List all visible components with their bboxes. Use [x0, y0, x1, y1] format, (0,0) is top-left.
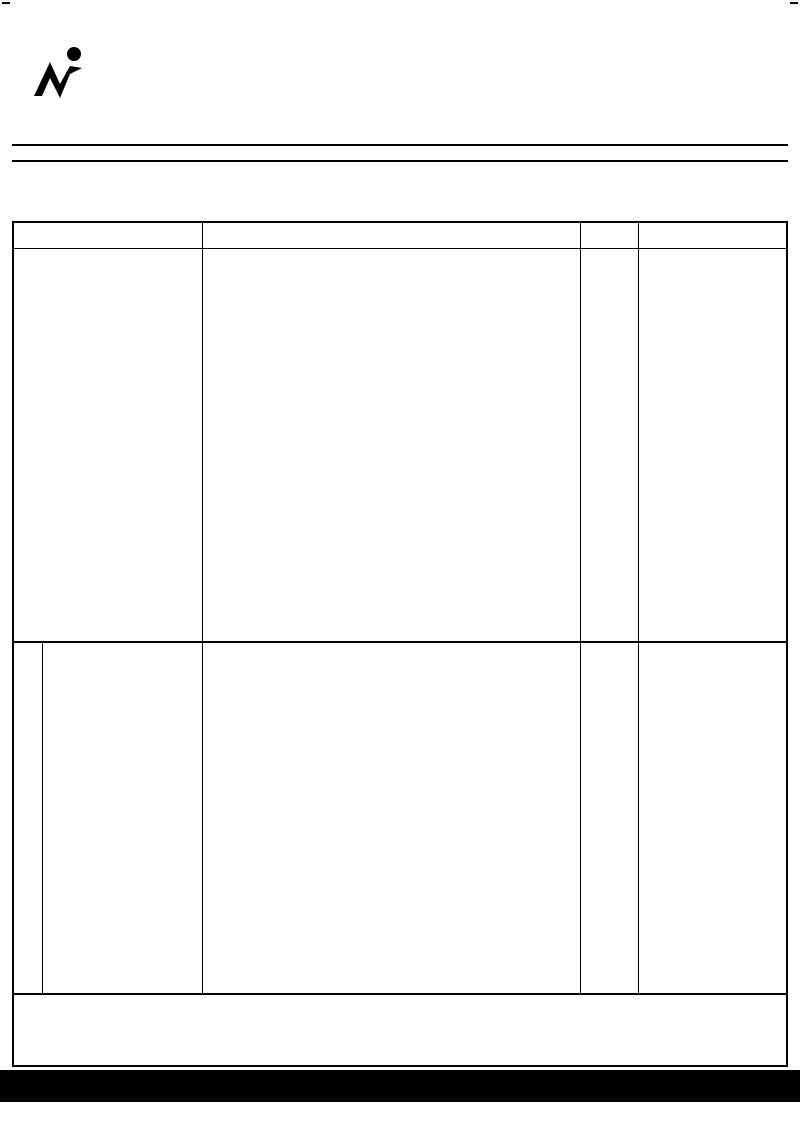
- footer: [764, 1108, 788, 1123]
- ad-tag-right: [790, 2, 798, 4]
- logo: [12, 34, 252, 134]
- fax-address-line: [12, 144, 788, 162]
- route-table: [12, 221, 788, 643]
- table-header: [14, 223, 786, 249]
- route-table-cont: [12, 643, 788, 995]
- runner-logo-icon: [30, 44, 90, 104]
- ad-tag-left: [2, 2, 10, 4]
- bottom-banner: [0, 1070, 800, 1102]
- side-label: [14, 249, 42, 379]
- notes: [12, 995, 788, 1067]
